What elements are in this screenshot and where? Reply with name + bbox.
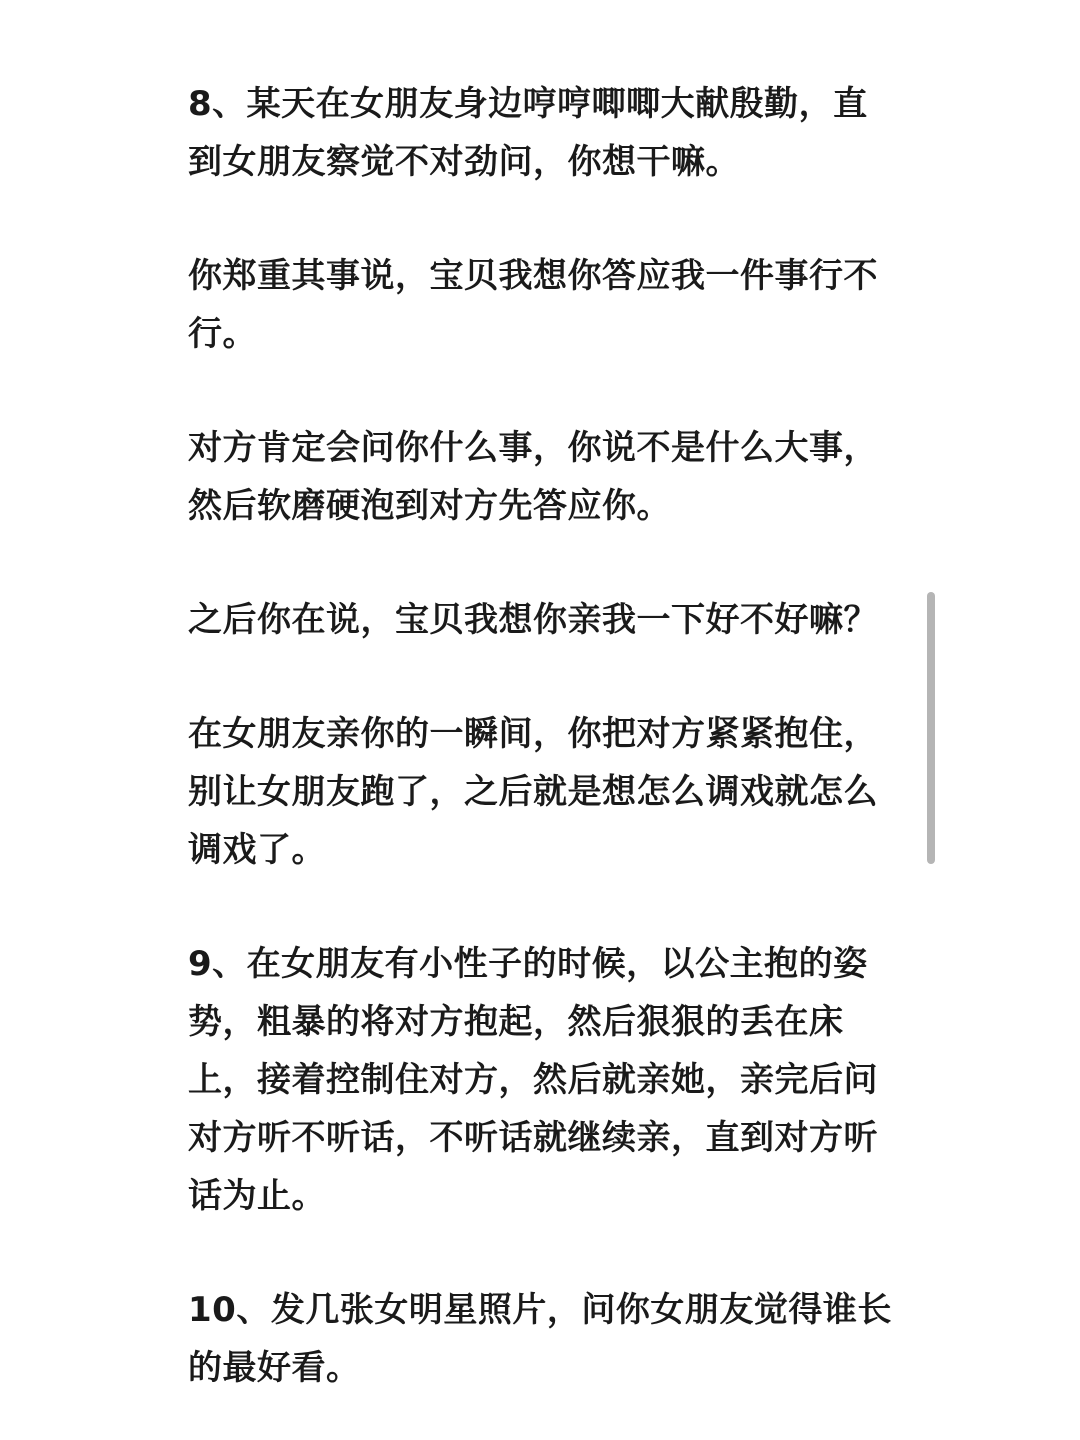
paragraph-gap xyxy=(188,535,898,591)
paragraph-8-hug: 在女朋友亲你的一瞬间，你把对方紧紧抱住，别让女朋友跑了，之后就是想怎么调戏就怎么调戏了。 xyxy=(188,714,878,870)
paragraph-9: 9、在女朋友有小性子的时候，以公主抱的姿势，粗暴的将对方抱起，然后狠狠的丢在床上，接着控制住对方，然后就亲她，亲完后问对方听不听话，不听话就继续亲，直到对方听话为止。 xyxy=(188,944,878,1216)
paragraph-gap xyxy=(188,363,898,419)
paragraph-10: 10、发几张女明星照片，问你女朋友觉得谁长的最好看。 xyxy=(188,1290,892,1388)
article-body xyxy=(188,75,898,1397)
scrollbar-thumb[interactable] xyxy=(927,592,935,864)
paragraph-gap xyxy=(188,879,898,935)
paragraph-8-agree: 对方肯定会问你什么事，你说不是什么大事，然后软磨硬泡到对方先答应你。 xyxy=(188,428,878,526)
paragraph-gap xyxy=(188,1225,898,1281)
paragraph-8-ask: 你郑重其事说，宝贝我想你答应我一件事行不行。 xyxy=(188,256,878,354)
paragraph-8-kiss-request: 之后你在说，宝贝我想你亲我一下好不好嘛？ xyxy=(188,600,878,640)
paragraph-8-intro: 8、某天在女朋友身边哼哼唧唧大献殷勤，直到女朋友察觉不对劲问，你想干嘛。 xyxy=(188,84,868,182)
paragraph-gap xyxy=(188,191,898,247)
paragraph-gap xyxy=(188,649,898,705)
